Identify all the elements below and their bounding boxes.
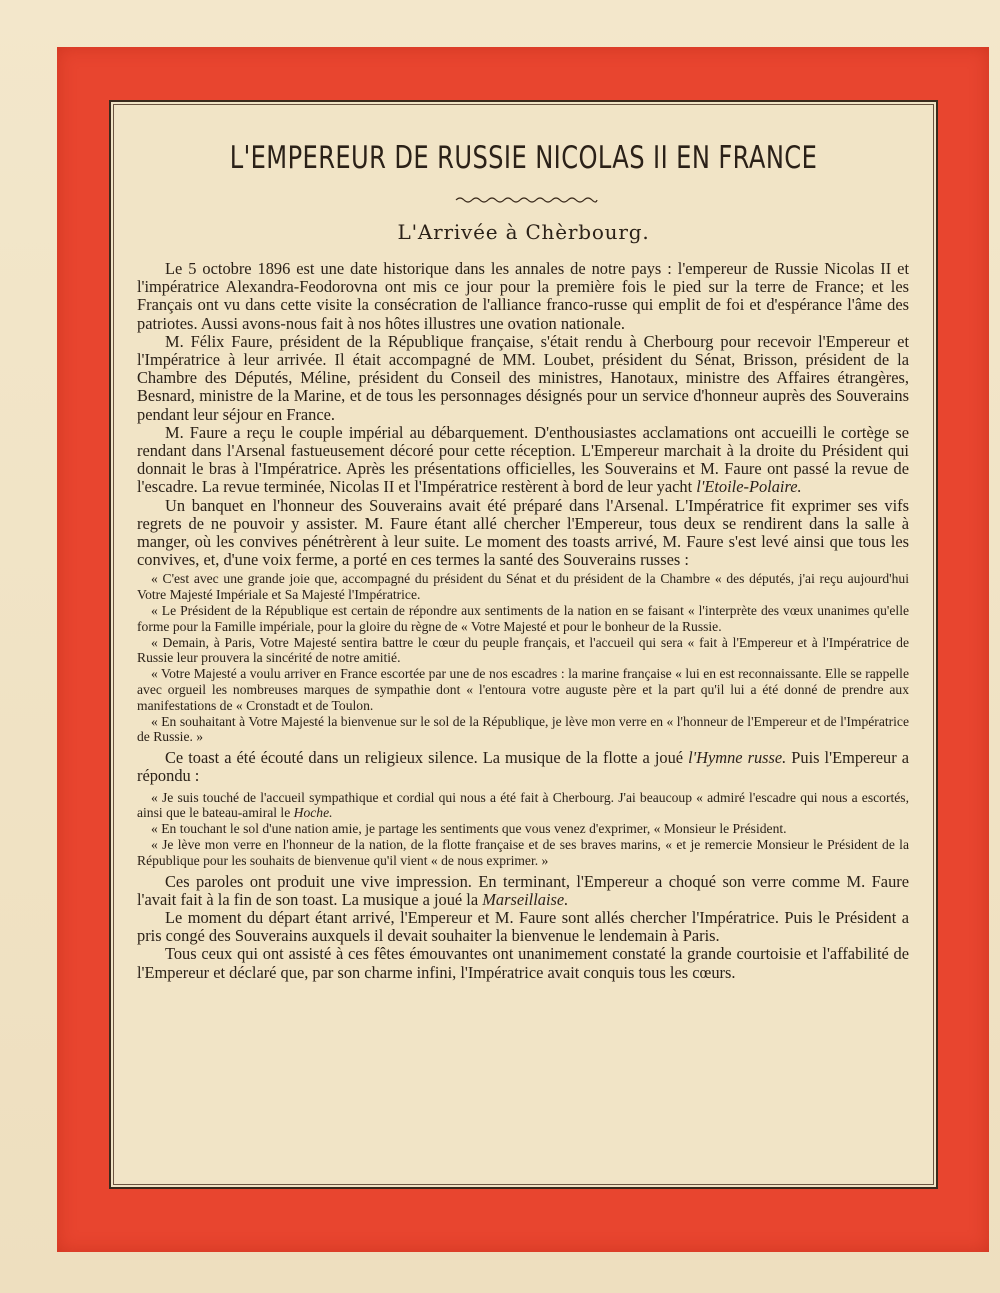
document-title: L'EMPEREUR DE RUSSIE NICOLAS II EN FRANCE: [229, 140, 818, 176]
paragraph-2: M. Félix Faure, président de la République française, s'était rendu à Cherbourg pour recevoir l'Empereur et l'Impératrice à leur arrivée. Il était accompagné de MM. Loubet, président du Sénat, Brisson, président de la Chambre des Députés, Méline, président du Conseil des ministres, Hanotaux, ministre des Affaires étrangères, Besnard, ministre de la Marine, et de tous les personnages désignés pour un service d'honneur auprès des Souverains pendant leur séjour en France.: [137, 331, 909, 424]
text-panel: [109, 100, 938, 1189]
paragraph-8: Tous ceux qui ont assisté à ces fêtes émouvantes ont unanimement constaté la grande courtoisie et l'affabilité de l'Empereur et déclaré que, par son charme infini, l'Impératrice avait conquis tous les cœurs.: [137, 944, 909, 982]
ship-name: Hoche.: [293, 805, 333, 821]
toast-quote-5: « En souhaitant à Votre Majesté la bienvenue sur le sol de la République, je lève mon verre en « l'honneur de l'Empereur et de l'Impératrice de Russie. »: [137, 713, 909, 745]
section-subtitle: L'Arrivée à Chèrbourg.: [397, 220, 650, 244]
paragraph-1: Le 5 octobre 1896 est une date historique dans les annales de notre pays : l'empereur de Russie Nicolas II et l'impératrice Alexandra-Feodorovna ont mis ce jour pour la première fois le pied sur la terre de France; et les Français ont vu dans cette visite la consécration de l'alliance franco-russe qui emplit de foi et d'espérance l'âme des patriotes. Aussi avons-nous fait à nos hôtes illustres une ovation nationale.: [137, 259, 909, 333]
reply-quote-3: « Je lève mon verre en l'honneur de la nation, de la flotte française et de ses braves marins, « et je remercie Monsieur le Président de la République pour les souhaits de bienvenue qu'il vient « de nous exprimer. »: [137, 837, 909, 868]
title-ornament-icon: [454, 196, 599, 204]
paragraph-6: [137, 873, 909, 909]
reply-quote-1-text: « Je suis touché de l'accueil sympathique et cordial qui nous a été fait à Cherbourg. J'ai beaucoup « admiré l'escadre qui nous a escortés, ainsi que le bateau-amiral le: [137, 789, 909, 821]
paragraph-6-text: Ces paroles ont produit une vive impression. En terminant, l'Empereur a choqué son verre comme M. Faure l'avait fait à la fin de son toast. La musique a joué la: [137, 871, 909, 909]
toast-quote-3: « Demain, à Paris, Votre Majesté sentira battre le cœur du peuple français, et l'accueil qui sera « fait à l'Empereur et à l'Impératrice de Russie leur prouvera la sincérité de notre amitié.: [137, 634, 909, 666]
paragraph-4: Un banquet en l'honneur des Souverains avait été préparé dans l'Arsenal. L'Impératrice fit exprimer ses vifs regrets de ne pouvoir y assister. M. Faure étant allé chercher l'Empereur, tous deux se rendirent dans la salle à manger, où les convives pénétrèrent à leur suite. Le moment des toasts arrivé, M. Faure s'est levé ainsi que tous les convives, et, d'une voix ferme, a porté en ces termes la santé des Souverains russes :: [137, 495, 909, 570]
toast-quote-4: « Votre Majesté a voulu arriver en France escortée par une de nos escadres : la marine française « lui en est reconnaissante. Elle se rappelle avec orgueil les nombreuses marques de sympathie dont « l'entoura votre auguste père et la part qu'il lui a été donné de prendre aux manifestations de « Cronstadt et de Toulon.: [137, 666, 909, 713]
toast-quote-2: « Le Président de la République est certain de répondre aux sentiments de la nation en se faisant « l'interprète des vœux unanimes qu'elle forme pour la Famille impériale, pour la gloire du règne de « Votre Majesté et pour le bonheur de la Russie.: [137, 603, 909, 634]
paragraph-7: Le moment du départ étant arrivé, l'Empereur et M. Faure sont allés chercher l'Impératrice. Puis le Président a pris congé des Souverains auxquels il devait souhaiter la bienvenue le lendemain à Paris.: [137, 908, 909, 946]
paragraph-3: [137, 424, 909, 497]
reply-quote-1: [137, 790, 909, 822]
hymn-name: l'Hymne russe.: [688, 748, 787, 768]
anthem-name: Marseillaise.: [482, 889, 569, 909]
toast-quote-1: « C'est avec une grande joie que, accompagné du président du Sénat et du président de la Chambre « des députés, j'ai reçu aujourd'hui Votre Majesté Impériale et Sa Majesté l'Impératrice.: [137, 571, 909, 603]
paragraph-3-text: M. Faure a reçu le couple impérial au débarquement. D'enthousiastes acclamations ont accueilli le cortège se rendant dans l'Arsenal fastueusement décoré pour cette réception. L'Empereur marchait à la droite du Président qui donnait le bras à l'Impératrice. Après les présentations officielles, les Souverains et M. Faure ont passé la revue de l'escadre. La revue terminée, Nicolas II et l'Impératrice restèrent à bord de leur yacht: [137, 422, 909, 497]
paragraph-5-end: Puis l'Empereur a répondu :: [137, 748, 909, 786]
paragraph-5: [137, 749, 909, 785]
reply-quote-2: « En touchant le sol d'une nation amie, je partage les sentiments que vous venez d'exprimer, « Monsieur le Président.: [151, 821, 787, 837]
yacht-name: l'Etoile-Polaire.: [696, 477, 802, 497]
paragraph-5-text: Ce toast a été écouté dans un religieux silence. La musique de la flotte a joué: [165, 748, 684, 768]
article-body: [137, 260, 909, 982]
